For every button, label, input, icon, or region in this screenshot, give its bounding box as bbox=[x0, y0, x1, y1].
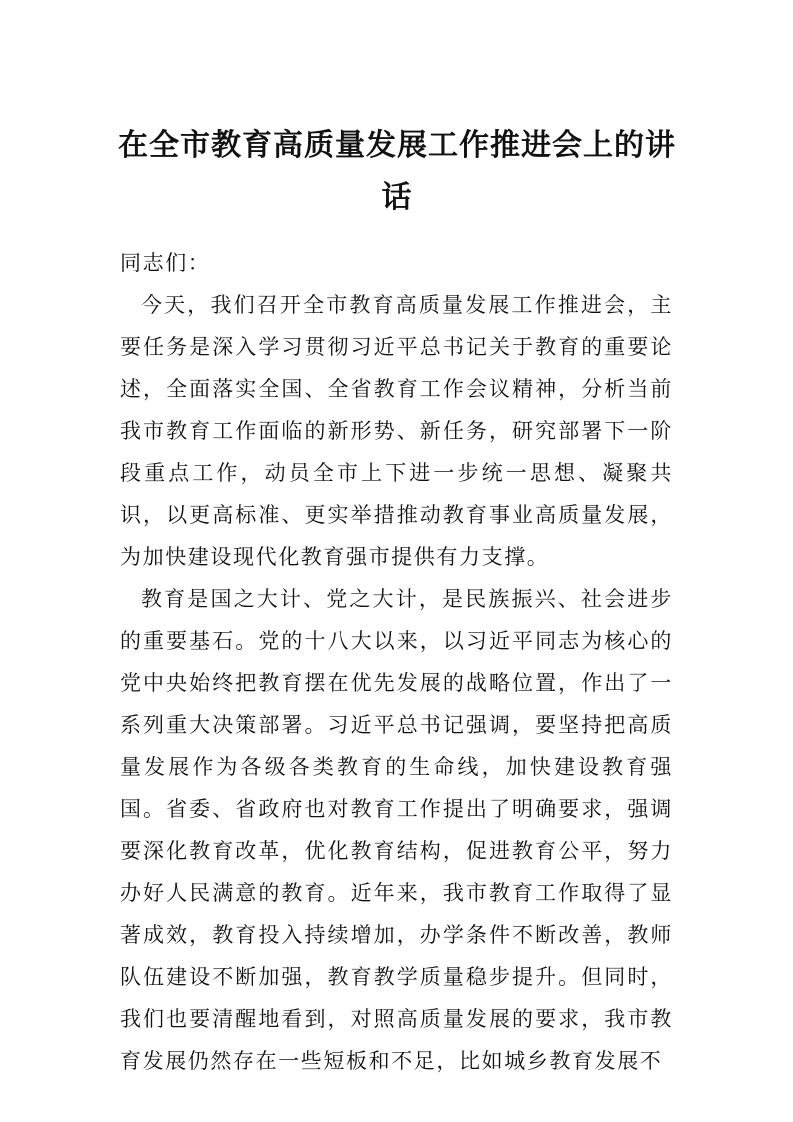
salutation: 同志们： bbox=[120, 251, 211, 275]
document-title: 在全市教育高质量发展工作推进会上的讲话 bbox=[118, 128, 676, 215]
paragraph-1: 今天，我们召开全市教育高质量发展工作推进会，主要任务是深入学习贯彻习近平总书记关于教育的重要论述，全面落实全国、全省教育工作会议精神，分析当前我市教育工作面临的新形势、新任务，研究部署下一阶段重点工作，动员全市上下进一步统一思想、凝聚共识，以更高标准、更实举措推动教育事业高质量发展，为加快建设现代化教育强市提供有力支撑。 bbox=[120, 293, 673, 569]
document-body bbox=[120, 242, 673, 1082]
paragraph-2: 教育是国之大计、党之大计，是民族振兴、社会进步的重要基石。党的十八大以来，以习近平同志为核心的党中央始终把教育摆在优先发展的战略位置，作出了一系列重大决策部署。习近平总书记强调，要坚持把高质量发展作为各级各类教育的生命线，加快建设教育强国。省委、省政府也对教育工作提出了明确要求，强调要深化教育改革，优化教育结构，促进教育公平，努力办好人民满意的教育。近年来，我市教育工作取得了显著成效，教育投入持续增加，办学条件不断改善，教师队伍建设不断加强，教育教学质量稳步提升。但同时，我们也要清醒地看到，对照高质量发展的要求，我市教育发展仍然存在一些短板和不足，比如城乡教育发展不 bbox=[120, 587, 673, 1073]
